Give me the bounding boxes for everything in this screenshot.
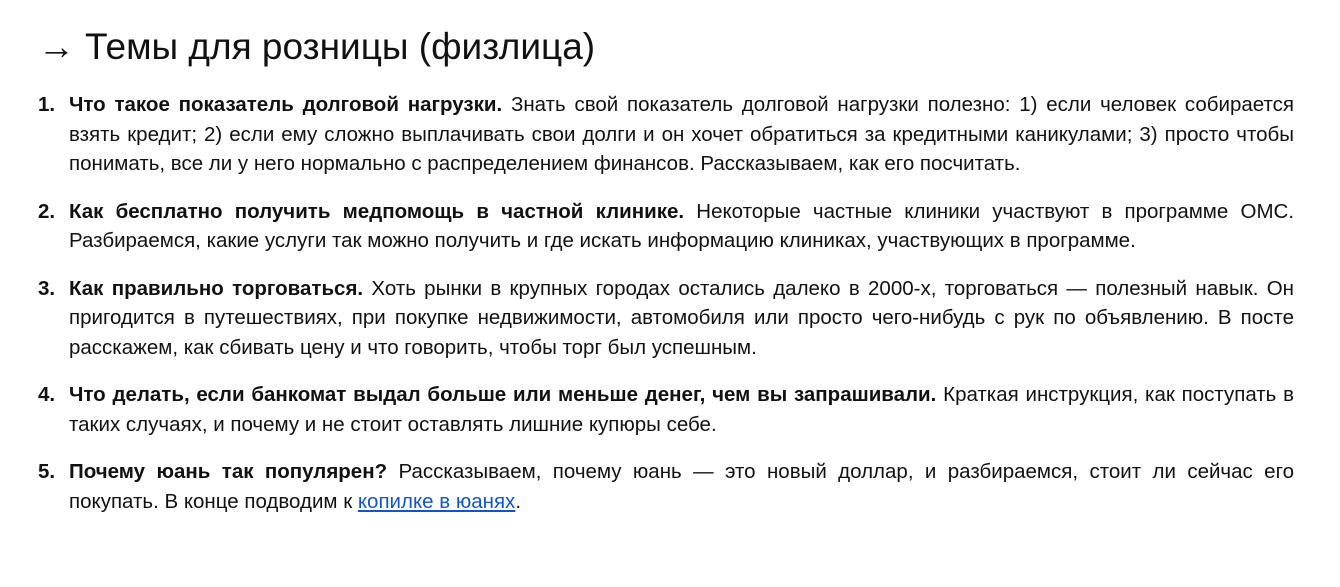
topic-description: Краткая инструкция, как поступать в таких случаях, и почему и не стоит оставлять лишние купюры себе. <box>69 383 1294 436</box>
topic-number: 5. <box>38 460 56 483</box>
topics-list <box>38 90 1294 534</box>
topic-description: Рассказываем, почему юань — это новый доллар, и разбираемся, стоит ли сейчас его покупать. В конце подводим к <box>69 460 1294 513</box>
topic-description: Хоть рынки в крупных городах остались далеко в 2000-х, торговаться — полезный навык. Он пригодится в путешествиях, при покупке недвижимости, автомобиля или просто чего-нибудь с рук по объявлению. В посте расскажем, как сбивать цену и что говорить, чтобы торг был успешным. <box>69 276 1294 359</box>
topic-title: Как бесплатно получить медпомощь в частной клинике. <box>69 199 685 223</box>
topic-title: Почему юань так популярен? <box>69 460 388 483</box>
topic-description: Знать свой показатель долговой нагрузки полезно: 1) если человек собирается взять кредит; 2) если ему сложно выплачивать свои долги и он хочет обратиться за кредитными каникулами; 3) просто чтобы понимать, все ли у него нормально с распределением финансов. Рассказываем, как его посчитать. <box>69 93 1294 175</box>
topic-body <box>69 90 1294 179</box>
topic-number: 2. <box>38 199 56 223</box>
topic-number: 3. <box>38 276 56 300</box>
topic-body <box>69 457 1294 516</box>
page-title <box>38 24 595 70</box>
arrow-right-icon: → <box>38 26 75 67</box>
topic-body <box>69 274 1294 363</box>
topic-body <box>69 197 1294 256</box>
list-item <box>38 274 1294 363</box>
list-item <box>38 90 1294 179</box>
list-item <box>38 457 1294 516</box>
topic-trailing-punctuation: . <box>515 489 522 513</box>
topic-description: Некоторые частные клиники участвуют в программе ОМС. Разбираемся, какие услуги так можно получить и где искать информацию клиниках, участвующих в программе. <box>69 199 1295 252</box>
list-item <box>38 197 1294 256</box>
topic-number: 4. <box>38 383 56 406</box>
topic-body <box>69 380 1294 439</box>
page-title-text: Темы для розницы (физлица) <box>85 26 596 67</box>
list-item <box>38 380 1294 439</box>
topic-number: 1. <box>38 93 56 116</box>
yuan-savings-link[interactable]: копилке в юанях <box>357 489 516 513</box>
topic-title: Что такое показатель долговой нагрузки. <box>69 93 503 116</box>
topic-title: Что делать, если банкомат выдал больше или меньше денег, чем вы запрашивали. <box>69 383 937 406</box>
topic-title: Как правильно торговаться. <box>69 276 364 300</box>
